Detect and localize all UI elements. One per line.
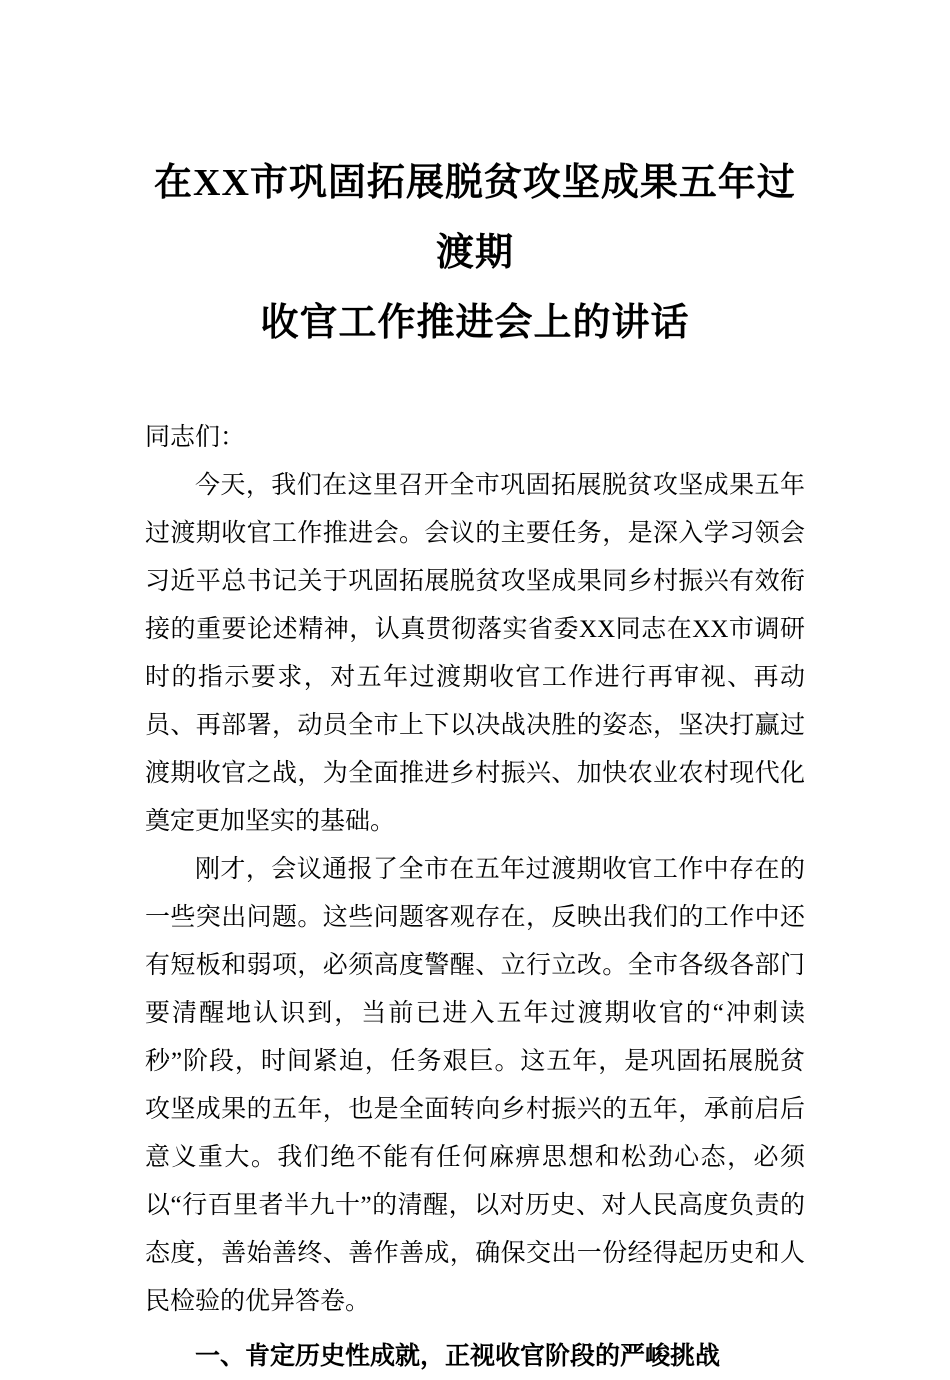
document-title-line-2: 收官工作推进会上的讲话 [260, 302, 690, 344]
body-paragraph-1: 今天，我们在这里召开全市巩固拓展脱贫攻坚成果五年过渡期收官工作推进会。会议的主要任务，是深入学习领会习近平总书记关于巩固拓展脱贫攻坚成果同乡村振兴有效衔接的重要论述精神，认真贯彻落实省委XX同志在XX市调研时的指示要求，对五年过渡期收官工作进行再审视、再动员、再部署，动员全市上下以决战决胜的姿态，坚决打赢过渡期收官之战，为全面推进乡村振兴、加快农业农村现代化奠定更加坚实的基础。 [145, 472, 805, 835]
document-body [145, 414, 805, 1380]
salutation: 同志们： [145, 424, 246, 451]
body-paragraph-2: 刚才，会议通报了全市在五年过渡期收官工作中存在的一些突出问题。这些问题客观存在，反映出我们的工作中还有短板和弱项，必须高度警醒、立行立改。全市各级各部门要清醒地认识到，当前已进入五年过渡期收官的“冲刺读秒”阶段，时间紧迫，任务艰巨。这五年，是巩固拓展脱贫攻坚成果的五年，也是全面转向乡村振兴的五年，承前启后意义重大。我们绝不能有任何麻痹思想和松劲心态，必须以“行百里者半九十”的清醒，以对历史、对人民高度负责的态度，善始善终、善作善成，确保交出一份经得起历史和人民检验的优异答卷。 [145, 856, 805, 1315]
document-title-line-1: 在XX市巩固拓展脱贫攻坚成果五年过渡期 [154, 162, 796, 274]
document-title [145, 148, 805, 358]
section-heading-1: 一、肯定历史性成就，正视收官阶段的严峻挑战 [195, 1342, 721, 1370]
